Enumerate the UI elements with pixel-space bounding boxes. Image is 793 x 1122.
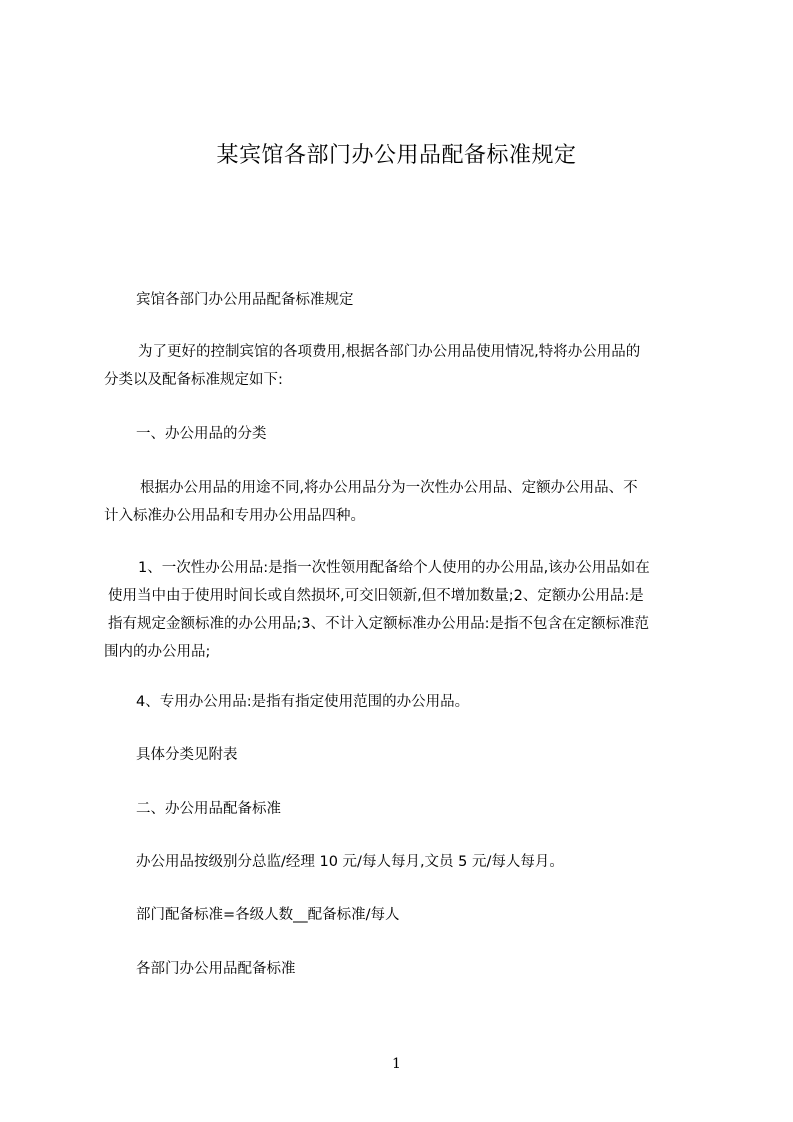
section1-para-line-1: 根据办公用品的用途不同,将办公用品分为一次性办公用品、定额办公用品、不 — [140, 480, 638, 496]
section1-heading: 一、办公用品的分类 — [136, 426, 267, 442]
intro-line-1: 为了更好的控制宾馆的各项费用,根据各部门办公用品使用情况,特将办公用品的 — [138, 344, 641, 360]
formula: 部门配备标准=各级人数__配备标准/每人 — [136, 907, 400, 923]
section1-para-line-2: 计入标准办公用品和专用办公用品四种。 — [104, 508, 365, 524]
standard-rate: 办公用品按级别分总监/经理 10 元/每人每月,文员 5 元/每人每月。 — [136, 854, 564, 870]
intro-line-2: 分类以及配备标准规定如下: — [104, 372, 283, 388]
subtitle: 宾馆各部门办公用品配备标准规定 — [136, 292, 354, 308]
see-appendix: 具体分类见附表 — [136, 747, 238, 763]
section2-heading: 二、办公用品配备标准 — [136, 801, 281, 817]
dept-standard: 各部门办公用品配备标准 — [136, 961, 296, 977]
item-4: 4、专用办公用品:是指有指定使用范围的办公用品。 — [136, 694, 470, 710]
items-line-3: 指有规定金额标准的办公用品;3、不计入定额标准办公用品:是指不包含在定额标准范 — [108, 616, 649, 632]
page-number: 1 — [392, 1056, 401, 1072]
items-line-2: 使用当中由于使用时间长或自然损坏,可交旧领新,但不增加数量;2、定额办公用品:是 — [108, 588, 644, 604]
items-line-1: 1、一次性办公用品:是指一次性领用配备给个人使用的办公用品,该办公用品如在 — [138, 560, 650, 576]
items-line-4: 围内的办公用品; — [104, 644, 211, 660]
document-title: 某宾馆各部门办公用品配备标准规定 — [216, 143, 577, 168]
